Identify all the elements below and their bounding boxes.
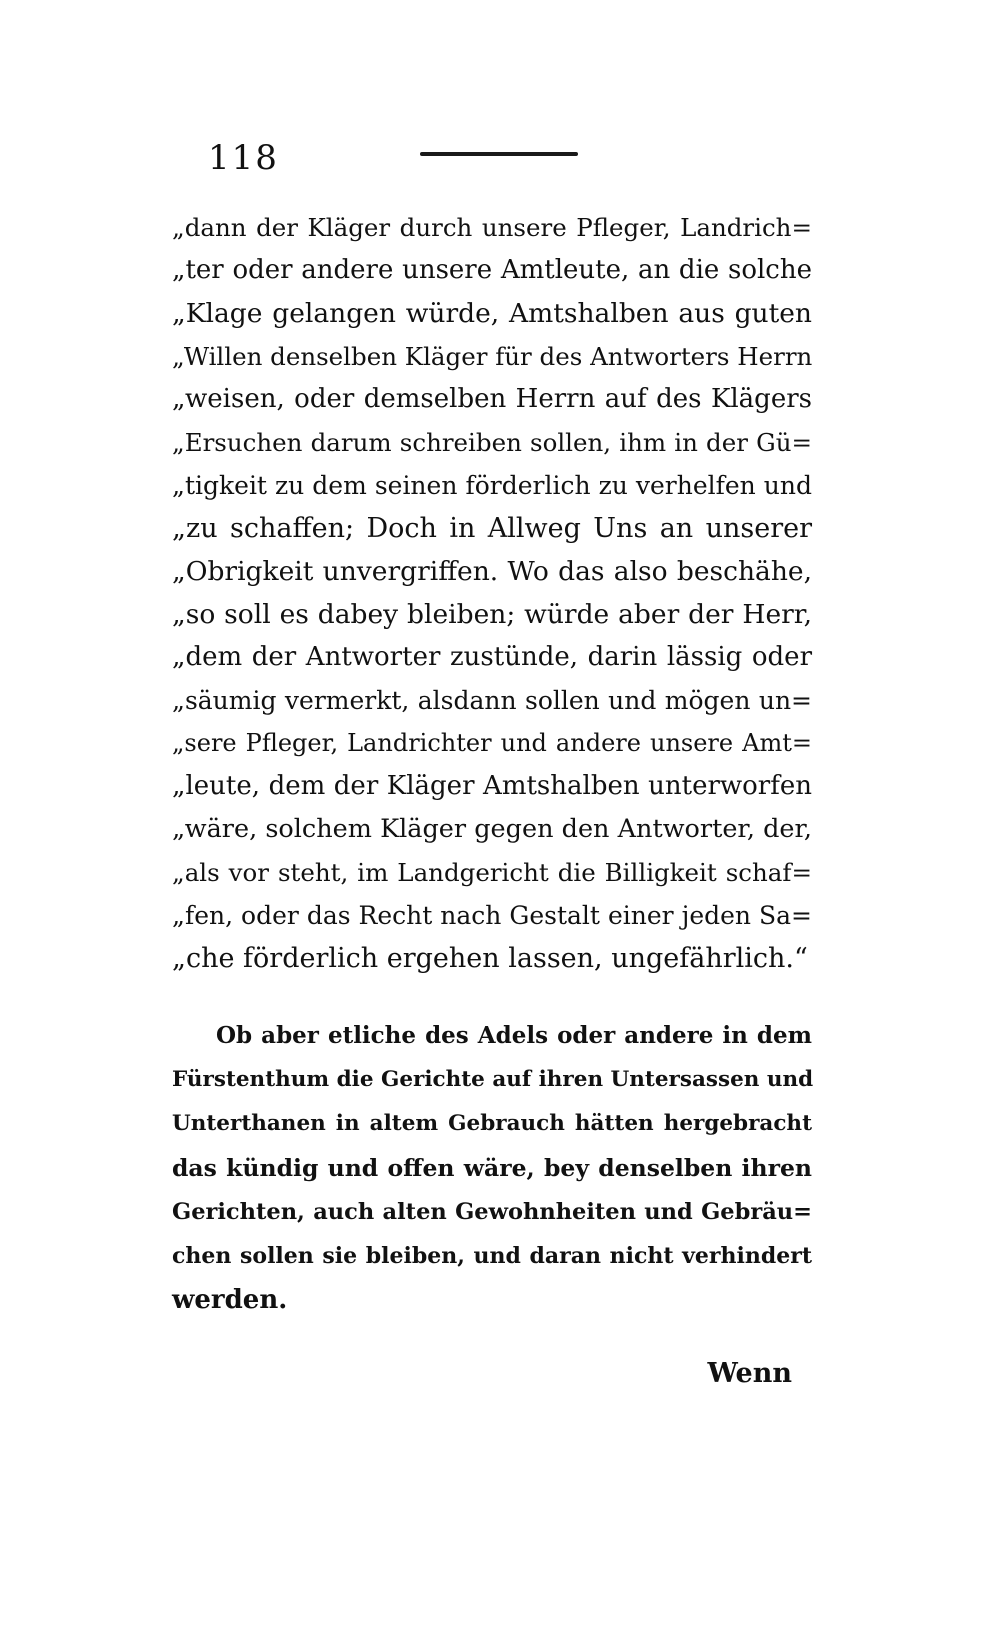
quote-line: „dann der Kläger durch unsere Pfleger, Landrich= bbox=[172, 213, 812, 242]
quote-line: „leute, dem der Kläger Amtshalben unterworfen bbox=[172, 771, 812, 801]
quote-line: „sere Pfleger, Landrichter und andere unsere Amt= bbox=[172, 729, 812, 757]
paragraph-line: Unterthanen in altem Gebrauch hätten hergebracht bbox=[172, 1111, 812, 1136]
paragraph-line: Ob aber etliche des Adels oder andere in dem bbox=[216, 1022, 812, 1049]
quote-line: „Obrigkeit unvergriffen. Wo das also beschähe, bbox=[172, 556, 812, 587]
quote-line: „ter oder andere unsere Amtleute, an die solche bbox=[172, 255, 812, 285]
quote-line: „weisen, oder demselben Herrn auf des Klägers bbox=[172, 384, 812, 414]
quote-line: „Klage gelangen würde, Amtshalben aus guten bbox=[172, 298, 812, 329]
quote-line: „Willen denselben Kläger für des Antworters Herrn bbox=[172, 342, 813, 371]
header-rule bbox=[420, 152, 578, 156]
body-paragraph bbox=[172, 1014, 812, 1322]
paragraph-line: Gerichten, auch alten Gewohnheiten und Gebräu= bbox=[172, 1199, 812, 1225]
quote-line: „tigkeit zu dem seinen förderlich zu verhelfen und bbox=[172, 471, 812, 500]
paragraph-line: das kündig und offen wäre, bey denselben ihren bbox=[172, 1154, 812, 1182]
quote-line: „fen, oder das Recht nach Gestalt einer jeden Sa= bbox=[172, 901, 812, 930]
page-number: 118 bbox=[208, 138, 279, 178]
paragraph-line: chen sollen sie bleiben, und daran nicht verhindert bbox=[172, 1243, 812, 1269]
quote-line: „wäre, solchem Kläger gegen den Antworter, der, bbox=[172, 814, 812, 844]
quoted-text-block bbox=[172, 206, 812, 980]
quote-line: „che förderlich ergehen lassen, ungefährlich.“ bbox=[172, 943, 808, 974]
quote-line: „so soll es dabey bleiben; würde aber der Herr, bbox=[172, 599, 812, 630]
quote-line: „säumig vermerkt, alsdann sollen und mögen un= bbox=[172, 686, 812, 715]
paragraph-line: Fürstenthum die Gerichte auf ihren Untersassen und bbox=[172, 1067, 814, 1092]
catchword: Wenn bbox=[707, 1358, 792, 1389]
quote-line: „Ersuchen darum schreiben sollen, ihm in der Gü= bbox=[172, 428, 812, 457]
quote-line: „als vor steht, im Landgericht die Billigkeit schaf= bbox=[172, 858, 812, 887]
paragraph-line: werden. bbox=[172, 1285, 288, 1315]
quote-line: „zu schaffen; Doch in Allweg Uns an unserer bbox=[172, 513, 812, 544]
quote-line: „dem der Antworter zustünde, darin lässig oder bbox=[172, 642, 812, 672]
